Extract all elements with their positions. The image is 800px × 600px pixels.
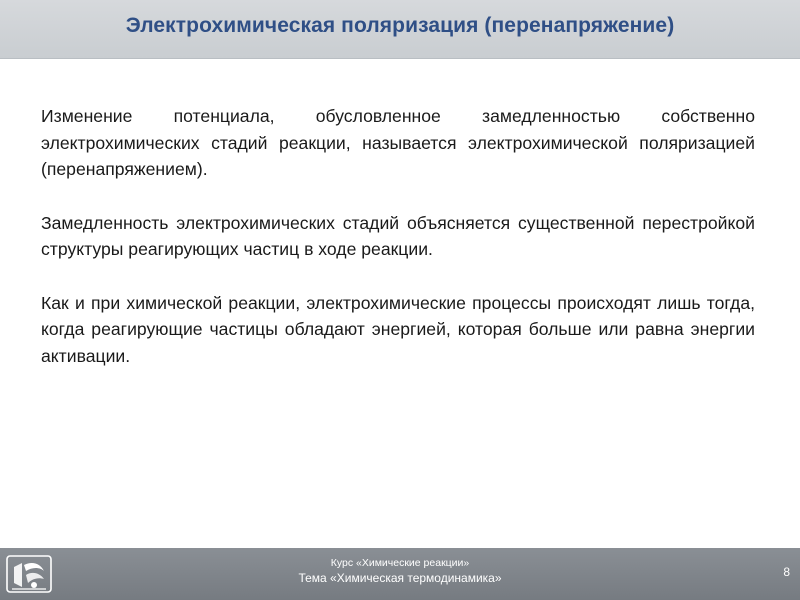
footer-caption [250,556,550,587]
footer-course: Курс «Химические реакции» [330,557,470,569]
slide-content [41,103,755,396]
paragraph-definition: Изменение потенциала, обусловленное замедленностью собственно электрохимических стадий реакции, называется электрохимической поляризацией (перенапряжением). [41,106,755,179]
page-number: 8 [783,565,790,579]
footer-topic: Тема «Химическая термодинамика» [298,571,502,585]
course-logo-icon [6,553,52,595]
title-bar [0,0,800,59]
paragraph-explanation: Замедленность электрохимических стадий объясняется существенной перестройкой структуры реагирующих частиц в ходе реакции. [41,212,755,259]
paragraph-activation-energy: Как и при химической реакции, электрохимические процессы происходят лишь тогда, когда реагирующие частицы обладают энергией, которая больше или равна энергии активации. [41,292,755,366]
slide-title: Электрохимическая поляризация (перенапряжение) [125,14,675,37]
